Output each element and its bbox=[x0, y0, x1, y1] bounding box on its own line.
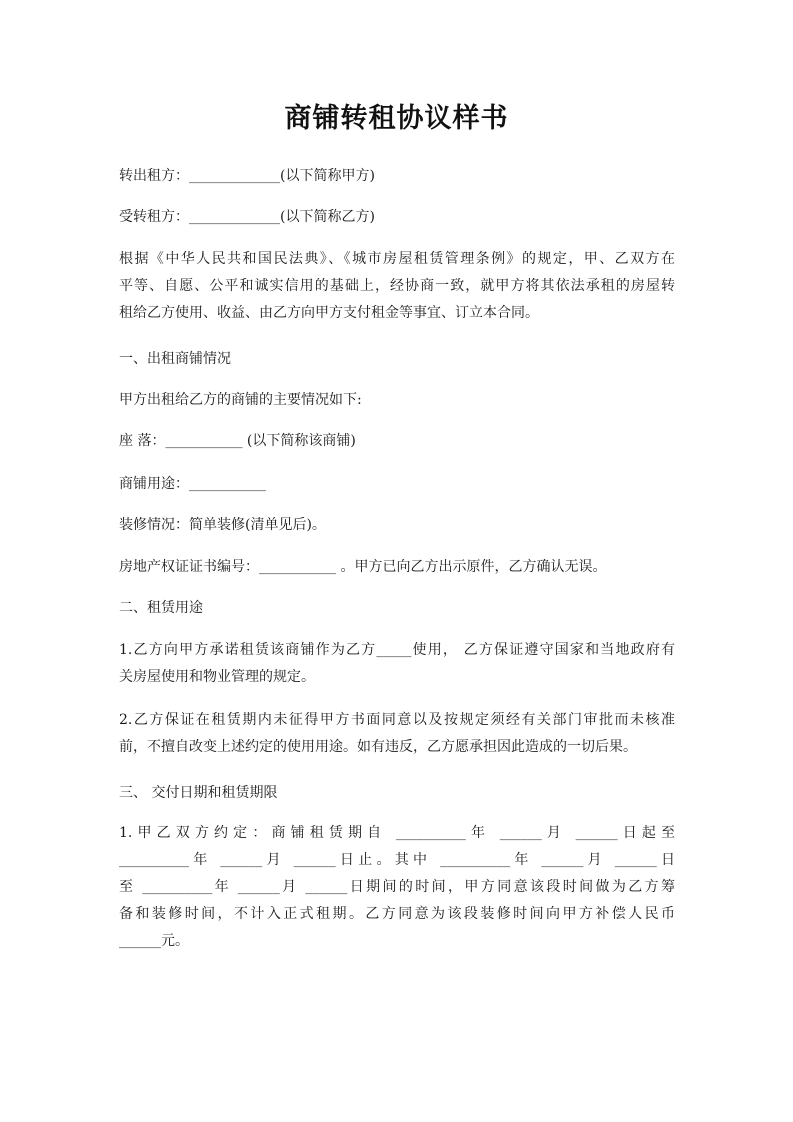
document-title: 商铺转租协议样书 bbox=[284, 103, 509, 134]
preamble-line-1: 根据《中华人民共和国民法典》、《城市房屋租赁管理条例》的规定，甲、乙双方在 bbox=[119, 251, 675, 267]
section-3-item-1-line-1: 1.甲乙双方约定：商铺租赁期自 __________年 ______月 ______日起至 bbox=[119, 825, 675, 841]
section-1-intro: 甲方出租给乙方的商铺的主要情况如下: bbox=[119, 392, 362, 408]
preamble-paragraph bbox=[119, 246, 675, 327]
section-2-heading: 二、租赁用途 bbox=[119, 600, 203, 616]
party-b-line: 受转租方：_____________(以下简称乙方) bbox=[119, 209, 375, 225]
section-2-item-2-line-2: 前，不擅自改变上述约定的使用用途。如有违反，乙方愿承担因此造成的一切后果。 bbox=[119, 739, 637, 755]
section-3-item-1-line-2: __________年 ______月 ______日止。其中 __________年 ______月 ______日 bbox=[119, 852, 675, 868]
preamble-line-2: 平等、自愿、公平和诚实信用的基础上，经协商一致，就甲方将其依法承租的房屋转 bbox=[119, 278, 675, 294]
usage-line: 商铺用途：___________ bbox=[119, 476, 266, 492]
section-2-item-2-line-1: 2.乙方保证在租赁期内未征得甲方书面同意以及按规定须经有关部门审批而未核准 bbox=[119, 712, 675, 728]
certificate-line: 房地产权证证书编号：___________ 。甲方已向乙方出示原件，乙方确认无误。 bbox=[119, 559, 607, 575]
section-3-heading: 三、 交付日期和租赁期限 bbox=[119, 785, 278, 801]
preamble-line-3: 租给乙方使用、收益、由乙方向甲方支付租金等事宜、订立本合同。 bbox=[119, 305, 539, 321]
section-3-item-1-line-5: ______元。 bbox=[119, 933, 189, 949]
section-3-item-1 bbox=[119, 820, 675, 955]
decoration-line: 装修情况：简单装修(清单见后)。 bbox=[119, 517, 326, 533]
location-line: 座 落：___________ (以下简称该商铺) bbox=[119, 433, 356, 449]
section-2-item-1-line-2: 关房屋使用和物业管理的规定。 bbox=[119, 669, 315, 685]
section-3-item-1-line-3: 至 __________年 ______月 ______日期间的时间，甲方同意该段时间做为乙方筹 bbox=[119, 879, 675, 895]
section-1-heading: 一、出租商铺情况 bbox=[119, 351, 231, 367]
section-2-item-1-line-1: 1.乙方向甲方承诺租赁该商铺作为乙方_____使用， 乙方保证遵守国家和当地政府有 bbox=[119, 642, 675, 658]
section-2-item-1 bbox=[119, 637, 675, 691]
party-a-line: 转出租方：_____________(以下简称甲方) bbox=[119, 168, 375, 184]
section-3-item-1-line-4: 备和装修时间，不计入正式租期。乙方同意为该段装修时间向甲方补偿人民币 bbox=[119, 906, 675, 922]
section-2-item-2 bbox=[119, 707, 675, 761]
